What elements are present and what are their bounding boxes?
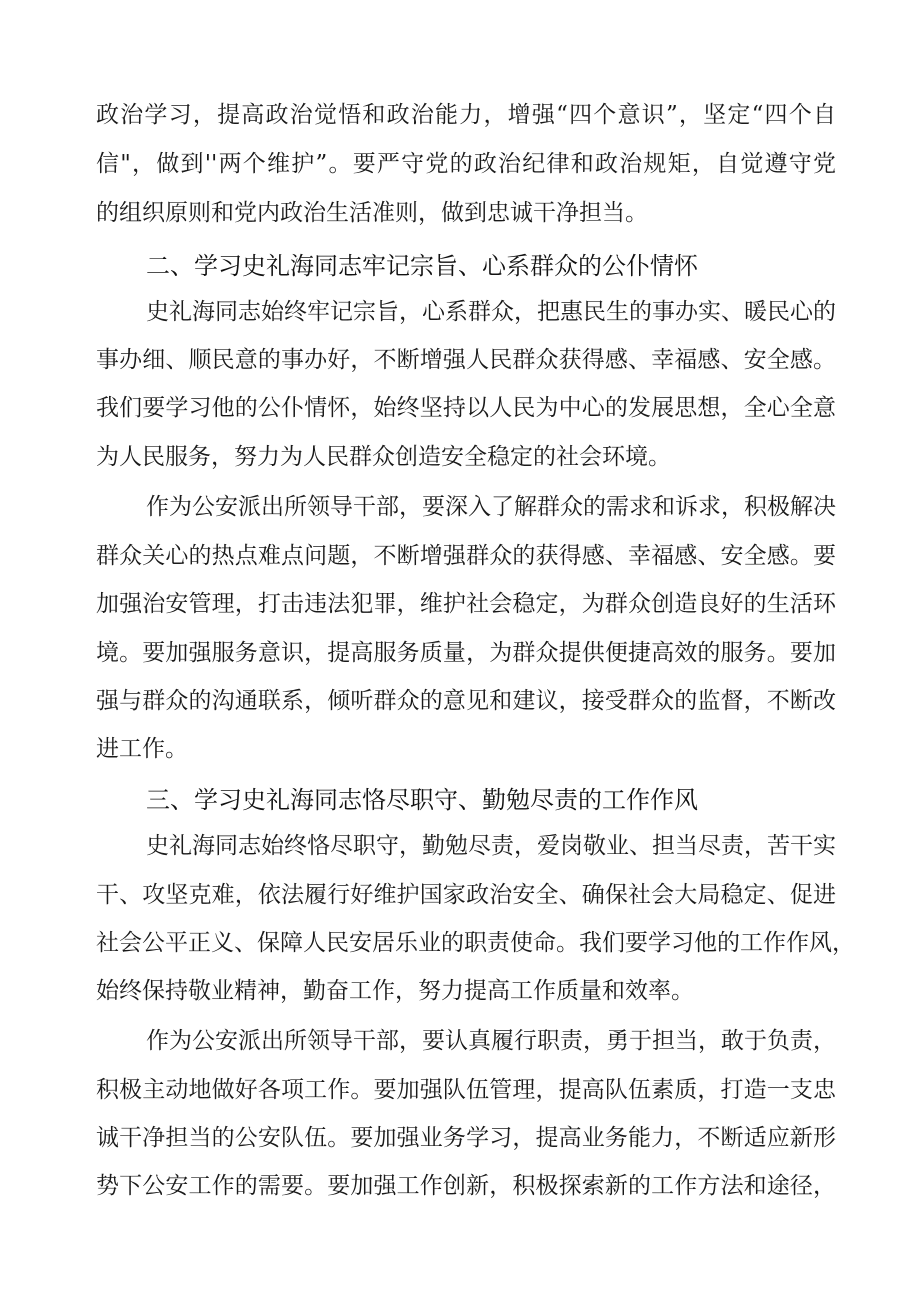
para-intro-line: 信"，做到''两个维护”。要严守党的政治纪律和政治规矩，自觉遵守党 [96, 151, 836, 177]
para-3a-line: 干、攻坚克难，依法履行好维护国家政治安全、确保社会大局稳定、促进 [96, 882, 836, 908]
para-3b-line: 作为公安派出所领导干部，要认真履行职责，勇于担当，敢于负责， [146, 1028, 836, 1054]
para-intro-line: 的组织原则和党内政治生活准则，做到忠诚干净担当。 [96, 200, 648, 226]
section-heading-3: 三、学习史礼海同志恪尽职守、勤勉尽责的工作作风 [146, 786, 698, 814]
para-2a-line: 史礼海同志始终牢记宗旨，心系群众，把惠民生的事办实、暖民心的 [146, 299, 836, 325]
para-3a-line: 史礼海同志始终恪尽职守，勤勉尽责，爱岗敬业、担当尽责，苦干实 [146, 833, 836, 859]
para-2a-line: 我们要学习他的公仆情怀，始终坚持以人民为中心的发展思想，全心全意 [96, 395, 836, 421]
para-2b-line: 境。要加强服务意识，提高服务质量，为群众提供便捷高效的服务。要加 [96, 640, 836, 666]
para-2a-line: 为人民服务，努力为人民群众创造安全稳定的社会环境。 [96, 444, 671, 470]
para-intro-line: 政治学习，提高政治觉悟和政治能力，增强“四个意识”，坚定“四个自 [96, 102, 836, 128]
para-2b-line: 进工作。 [96, 736, 188, 762]
para-2b-line: 群众关心的热点难点问题，不断增强群众的获得感、幸福感、安全感。要 [96, 543, 836, 569]
para-2a-line: 事办细、顺民意的事办好，不断增强人民群众获得感、幸福感、安全感。 [96, 347, 836, 373]
para-3a-line: 社会公平正义、保障人民安居乐业的职责使命。我们要学习他的工作作风， [96, 930, 855, 956]
para-2b-line: 强与群众的沟通联系，倾听群众的意见和建议，接受群众的监督，不断改 [96, 688, 836, 714]
para-2b-line: 作为公安派出所领导干部，要深入了解群众的需求和诉求，积极解决 [146, 494, 836, 520]
para-3b-line: 势下公安工作的需要。要加强工作创新，积极探索新的工作方法和途径， [96, 1173, 836, 1199]
para-3b-line: 积极主动地做好各项工作。要加强队伍管理，提高队伍素质，打造一支忠 [96, 1077, 836, 1103]
para-2b-line: 加强治安管理，打击违法犯罪，维护社会稳定，为群众创造良好的生活环 [96, 591, 836, 617]
para-3a-line: 始终保持敬业精神，勤奋工作，努力提高工作质量和效率。 [96, 978, 694, 1004]
section-heading-2: 二、学习史礼海同志牢记宗旨、心系群众的公仆情怀 [146, 252, 698, 280]
para-3b-line: 诚干净担当的公安队伍。要加强业务学习，提高业务能力，不断适应新形 [96, 1125, 836, 1151]
